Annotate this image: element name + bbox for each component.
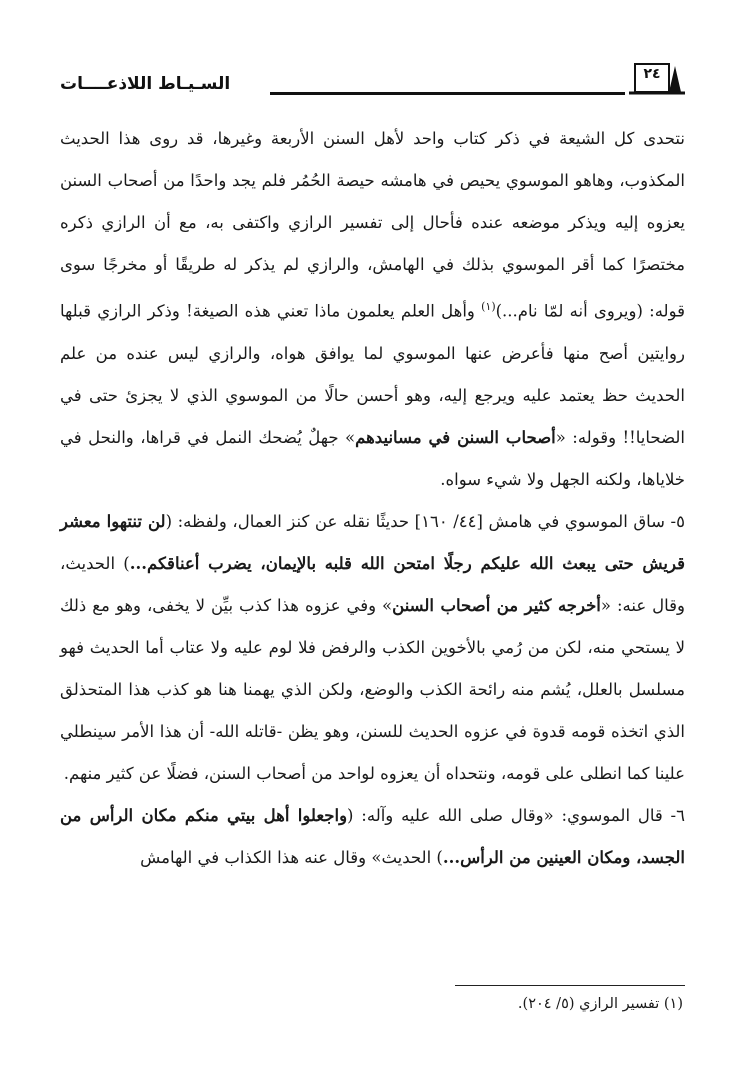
- text-run: ) الحديث» وقال عنه هذا الكذاب في الهامش: [140, 847, 443, 867]
- quoted-text: أصحاب السنن في مسانيدهم: [355, 427, 556, 447]
- paragraph: [60, 795, 685, 879]
- page-number: ٢٤: [643, 66, 661, 82]
- text-run: نتحدى كل الشيعة في ذكر كتاب واحد لأهل السنن الأربعة وغيرها، قد روى هذا الحديث المكذوب، وهاهو الموسوي يحيص في هامشه حيصة الحُمُر فلم يجد واحدًا من أصحاب السنن يعزوه إليه ويذكر موضعه عنده فأحال إلى تفسير الرازي واكتفى به، مع أن الرازي ذكره مختصرًا كما أقر الموسوي بذلك في الهامش، والرازي لم يذكر له طريقًا أو مخرجًا سوى قوله: (ويروى أنه لمّا نام...): [60, 129, 685, 321]
- body-text: [60, 118, 685, 879]
- running-header-title: السـيـاط اللاذعــــات: [60, 74, 231, 94]
- text-run: ) الحديث، وقال عنه: «: [60, 553, 686, 615]
- text-run: » جهلٌ يُضحك النمل في قراها، والنحل في خلاياها، ولكنه الجهل ولا شيء سواه.: [60, 427, 685, 489]
- text-run: » وفي عزوه هذا كذب بيِّن لا يخفى، وهو مع ذلك لا يستحي منه، لكن من رُمي بالأخوين الكذب والرفض فلا لوم عليه ولا عتاب أما الحديث فهو مسلسل بالعلل، يُشم منه رائحة الكذب والوضع، ولكن الذي يهمنا هنا هو كذب هذا المتحذلق الذي اتخذه قومه قدوة في عزوه الحديث للسنن، وهو يظن -قاتله الله- أن هذا الأمر سينطلي علينا كما انطلى على قومه، ونتحداه أن يعزوه لواحد من أصحاب السنن، فضلًا عن كثير منهم.: [60, 595, 686, 783]
- text-run: ٥- ساق الموسوي في هامش [٤٤/ ١٦٠] حديثًا نقله عن كنز العمال، ولفظه: (: [165, 511, 685, 531]
- quoted-text: أخرجه كثير من أصحاب السنن: [392, 595, 601, 615]
- page-number-box: [629, 62, 685, 94]
- paragraph: [60, 118, 685, 501]
- footnote: (١) تفسير الرازي (٥/ ٢٠٤).: [517, 996, 683, 1012]
- text-run: وأهل العلم يعلمون ماذا تعني هذه الصيغة! وذكر الرازي قبلها روايتين أصح منها فأعرض عنها الموسوي لما يوافق هواه، والرازي ليس عنده من علم الحديث حظ يعتمد عليه ويرجع إليه، وهو أحسن حالًا من الموسوي الذي لا يجزئ حتى في الضحايا!! وقوله: «: [60, 301, 685, 447]
- footnote-rule: [455, 985, 685, 986]
- paragraph: [60, 501, 685, 795]
- quoted-text: لن تنتهوا معشر قريش حتى يبعث الله عليكم رجلًا امتحن الله قلبه بالإيمان، يضرب أعناقكم...: [60, 511, 686, 573]
- header-rule: [270, 92, 625, 95]
- footnote-ref: (١): [481, 300, 496, 313]
- running-header: [60, 62, 685, 102]
- quoted-text: واجعلوا أهل بيتي منكم مكان الرأس من الجسد، ومكان العينين من الرأس...: [60, 805, 685, 867]
- text-run: ٦- قال الموسوي: «وقال صلى الله عليه وآله: (: [347, 805, 685, 825]
